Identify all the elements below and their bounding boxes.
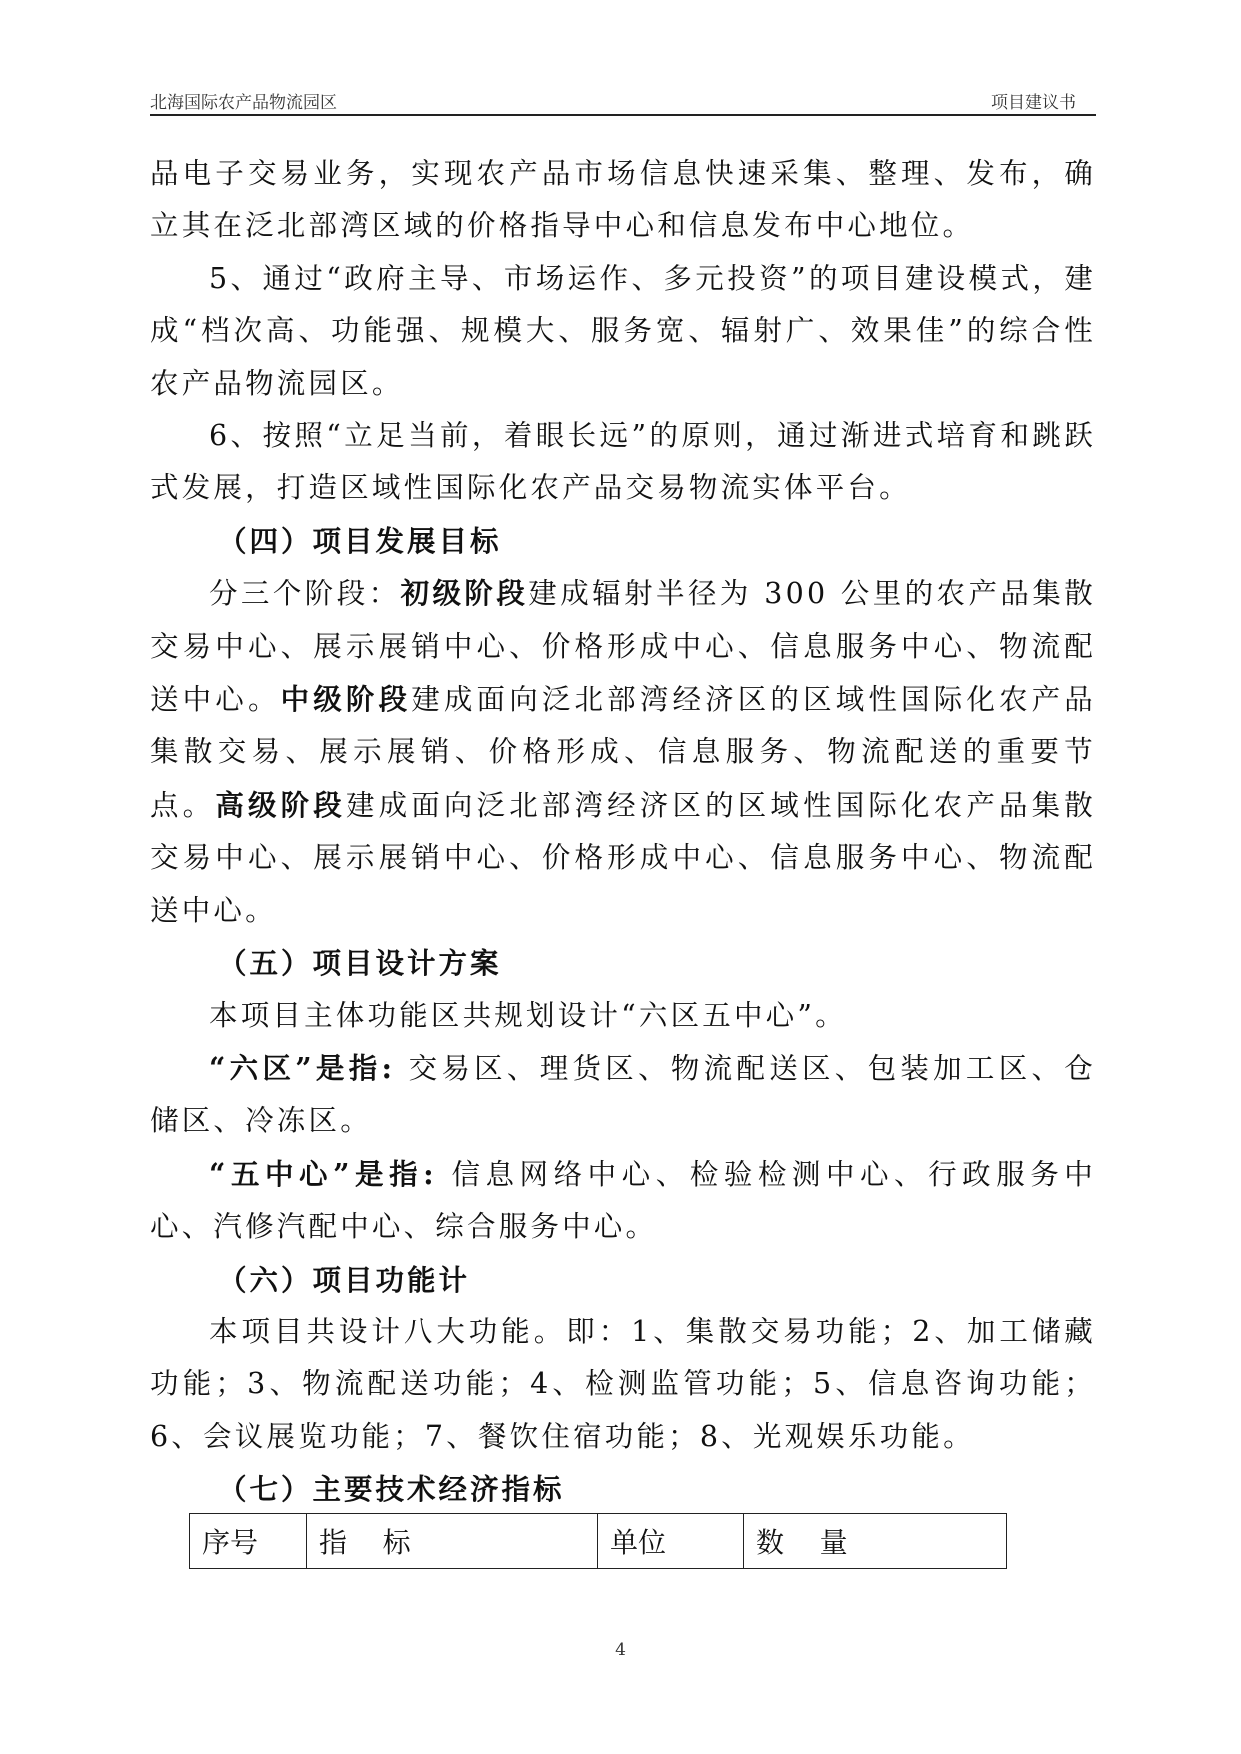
stage-intermediate-text: 建成面向泛北部湾经济区的区域性国际化农产品集散交易、展示展销、价格形成、信息服务、物流配送的重要节点。 <box>150 683 1097 822</box>
goals-intro: 分三个阶段： <box>209 577 401 611</box>
paragraph-development-goals <box>150 567 1096 937</box>
section-heading-4: （四）项目发展目标 <box>218 523 502 558</box>
page-number: 4 <box>615 1640 626 1660</box>
stage-primary-text: 建成辐射半径为 300 公里的农产品集散交易中心、展示展销中心、价格形成中心、信息服务中心、物流配送中心。 <box>150 577 1096 717</box>
paragraph-item-6: 6、按照“立足当前，着眼长远”的原则，通过渐进式培育和跳跃式发展，打造区域性国际化农产品交易物流实体平台。 <box>150 419 1096 505</box>
table-header-cell: 数 量 <box>744 1514 1007 1569</box>
paragraph-design-plan: 本项目主体功能区共规划设计“六区五中心”。 <box>209 998 847 1032</box>
stage-primary-label: 初级阶段 <box>400 576 529 611</box>
paragraph-functions: 本项目共设计八大功能。即：1、集散交易功能；2、加工储藏功能；3、物流配送功能；4、检测监管功能；5、信息咨询功能；6、会议展览功能；7、餐饮住宿功能；8、光观娱乐功能。 <box>150 1314 1096 1453</box>
table-header-row <box>190 1514 1007 1569</box>
paragraph-five-centers <box>150 1148 1096 1254</box>
stage-advanced-text: 建成面向泛北部湾经济区的区域性国际化农产品集散交易中心、展示展销中心、价格形成中心、信息服务中心、物流配送中心。 <box>150 788 1096 927</box>
section-heading-5: （五）项目设计方案 <box>218 946 502 981</box>
document-body <box>150 148 1096 1516</box>
paragraph-item-5: 5、通过“政府主导、市场运作、多元投资”的项目建设模式，建成“档次高、功能强、规模大、服务宽、辐射广、效果佳”的综合性农产品物流园区。 <box>150 261 1096 400</box>
header-project-name: 北海国际农产品物流园区 <box>150 93 337 113</box>
paragraph-six-zones <box>150 1042 1096 1148</box>
stage-advanced-label: 高级阶段 <box>215 787 346 822</box>
section-heading-6: （六）项目功能计 <box>218 1262 471 1297</box>
page-header <box>150 84 1096 116</box>
section-heading-7: （七）主要技术经济指标 <box>218 1472 565 1507</box>
table-header-cell: 单位 <box>598 1514 744 1569</box>
five-centers-text: 信息网络中心、检验检测中心、行政服务中心、汽修汽配中心、综合服务中心。 <box>150 1157 1096 1244</box>
paragraph-continuation: 品电子交易业务，实现农产品市场信息快速采集、整理、发布，确立其在泛北部湾区域的价格指导中心和信息发布中心地位。 <box>150 157 1096 243</box>
five-centers-label: “五中心”是指: <box>209 1156 437 1191</box>
table-header-cell: 指 标 <box>307 1514 598 1569</box>
table-header-cell: 序号 <box>190 1514 307 1569</box>
six-zones-label: “六区”是指: <box>209 1050 396 1085</box>
indicators-table <box>189 1513 1007 1569</box>
header-document-type: 项目建议书 <box>991 93 1076 113</box>
six-zones-text: 交易区、理货区、物流配送区、包装加工区、仓储区、冷冻区。 <box>150 1051 1096 1138</box>
stage-intermediate-label: 中级阶段 <box>280 682 412 717</box>
